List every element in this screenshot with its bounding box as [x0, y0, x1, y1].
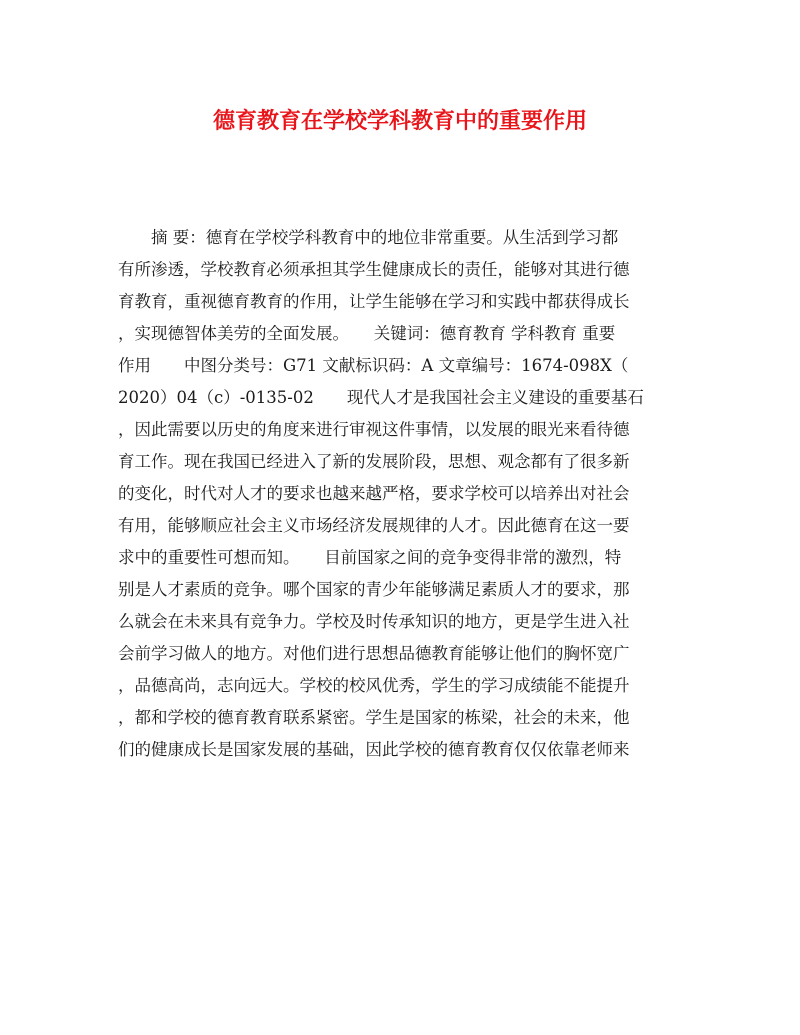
body-line: 育工作。现在我国已经进入了新的发展阶段，思想、观念都有了很多新 — [118, 452, 630, 471]
document-body — [118, 222, 686, 766]
body-line: ，因此需要以历史的角度来进行审视这件事情，以发展的眼光来看待德 — [118, 420, 630, 439]
body-line: 的变化，时代对人才的要求也越来越严格，要求学校可以培养出对社会 — [118, 484, 630, 503]
body-line: 有用，能够顺应社会主义市场经济发展规律的人才。因此德育在这一要 — [118, 516, 630, 535]
body-line: 有所渗透，学校教育必须承担其学生健康成长的责任，能够对其进行德 — [118, 260, 630, 279]
body-line: 2020）04（c）-0135-02 现代人才是我国社会主义建设的重要基石 — [118, 388, 644, 407]
body-line: 会前学习做人的地方。对他们进行思想品德教育能够让他们的胸怀宽广 — [118, 644, 630, 663]
document-title: 德育教育在学校学科教育中的重要作用 — [212, 108, 587, 134]
body-line: 作用 中图分类号：G71 文献标识码：A 文章编号：1674-098X（ — [118, 356, 629, 375]
body-line: ，实现德智体美劳的全面发展。 关键词：德育教育 学科教育 重要 — [118, 324, 616, 343]
body-line: ，都和学校的德育教育联系紧密。学生是国家的栋梁，社会的未来，他 — [118, 708, 630, 727]
body-line: 求中的重要性可想而知。 目前国家之间的竞争变得非常的激烈，特 — [118, 548, 622, 567]
body-line: ，品德高尚，志向远大。学校的校风优秀，学生的学习成绩能不能提升 — [118, 676, 630, 695]
body-line: 育教育，重视德育教育的作用，让学生能够在学习和实践中都获得成长 — [118, 292, 630, 311]
body-line: 么就会在未来具有竞争力。学校及时传承知识的地方，更是学生进入社 — [118, 612, 630, 631]
body-line: 别是人才素质的竞争。哪个国家的青少年能够满足素质人才的要求，那 — [118, 580, 630, 599]
body-line: 们的健康成长是国家发展的基础，因此学校的德育教育仅仅依靠老师来 — [118, 740, 630, 759]
body-line: 摘 要：德育在学校学科教育中的地位非常重要。从生活到学习都 — [118, 228, 619, 247]
